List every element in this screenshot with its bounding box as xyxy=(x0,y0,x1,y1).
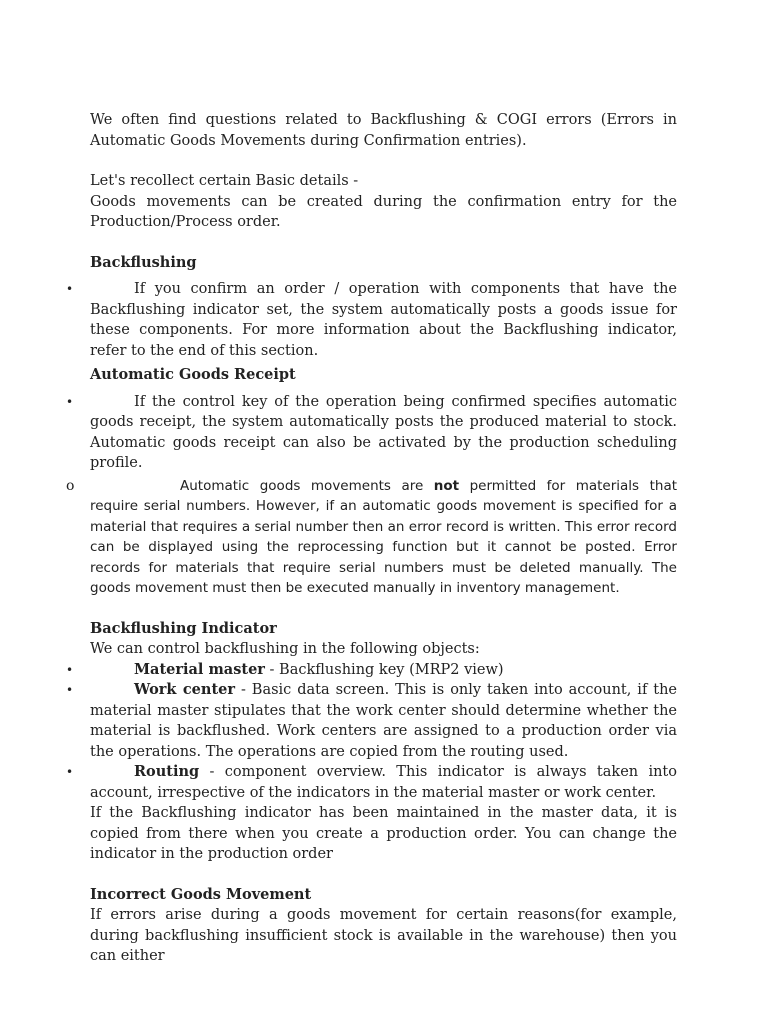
bullet-icon: • xyxy=(66,662,74,677)
intro-paragraph: We often find questions related to Backflushing & COGI errors (Errors in Automatic Goods Movements during Confirmation entries). xyxy=(90,112,677,149)
indicator-item-material-master xyxy=(66,660,677,681)
document-body xyxy=(66,110,678,967)
automatic-goods-receipt-heading: Automatic Goods Receipt xyxy=(90,366,296,383)
indicator-item-text: - Basic data screen. This is only taken into account, if the material master stipulates that the work center should determine whether the material is backflushed. Work centers are assigned to a production order via the operations. The operations are copied from the routing used. xyxy=(90,682,678,760)
serial-text-post: permitted for materials that require serial numbers. However, if an automatic goods movement is specified for a material that requires a serial number then an error record is written. This error record can be displayed using the reprocessing function but it cannot be posted. Error records for materials that require serial numbers must be deleted manually. The goods movement must then be executed manually in inventory management. xyxy=(90,477,678,596)
goods-movements-paragraph: Goods movements can be created during the confirmation entry for the Production/Process order. xyxy=(90,193,677,230)
indicator-item-routing xyxy=(66,762,677,803)
backflushing-heading: Backflushing xyxy=(90,253,197,271)
indicator-item-work-center xyxy=(66,680,678,762)
bullet-icon: • xyxy=(66,765,74,779)
recollect-line: Let's recollect certain Basic details - xyxy=(90,173,359,189)
indicator-footer: If the Backflushing indicator has been maintained in the master data, it is copied from there when you create a production order. You can change the indicator in the production order xyxy=(90,805,677,862)
incorrect-goods-movement-text: If errors arise during a goods movement for certain reasons(for example, during backflushing insufficient stock is available in the warehouse) then you can either xyxy=(90,907,677,964)
backflushing-indicator-heading: Backflushing Indicator xyxy=(90,619,277,637)
backflushing-bullet-item xyxy=(66,279,677,361)
serial-number-item xyxy=(66,476,678,599)
incorrect-goods-movement-heading: Incorrect Goods Movement xyxy=(90,885,312,903)
serial-text-pre: Automatic goods movements are xyxy=(180,477,434,494)
serial-text-emphasis: not xyxy=(433,477,460,494)
agr-text: If the control key of the operation being confirmed specifies automatic goods receipt, the system automatically posts the produced material to stock. Automatic goods receipt can also be activated by the production scheduling profile. xyxy=(90,393,677,471)
bullet-icon: • xyxy=(66,683,74,697)
bullet-icon: • xyxy=(66,282,74,296)
indicator-item-text: - component overview. This indicator is always taken into account, irrespective of the indicators in the material master or work center. xyxy=(90,764,677,801)
agr-bullet-item xyxy=(66,392,677,474)
indicator-intro: We can control backflushing in the following objects: xyxy=(90,641,480,657)
circle-bullet-icon: o xyxy=(66,477,75,494)
indicator-item-label: Routing xyxy=(134,763,200,780)
indicator-item-text: - Backflushing key (MRP2 view) xyxy=(264,661,504,678)
bullet-icon: • xyxy=(66,394,74,409)
backflushing-text: If you confirm an order / operation with components that have the Backflushing indicator set, the system automatically posts a goods issue for these components. For more information about the Backflushing indicator, refer to the end of this section. xyxy=(90,281,677,359)
indicator-item-label: Material master xyxy=(134,660,265,678)
indicator-item-label: Work center xyxy=(134,681,236,698)
